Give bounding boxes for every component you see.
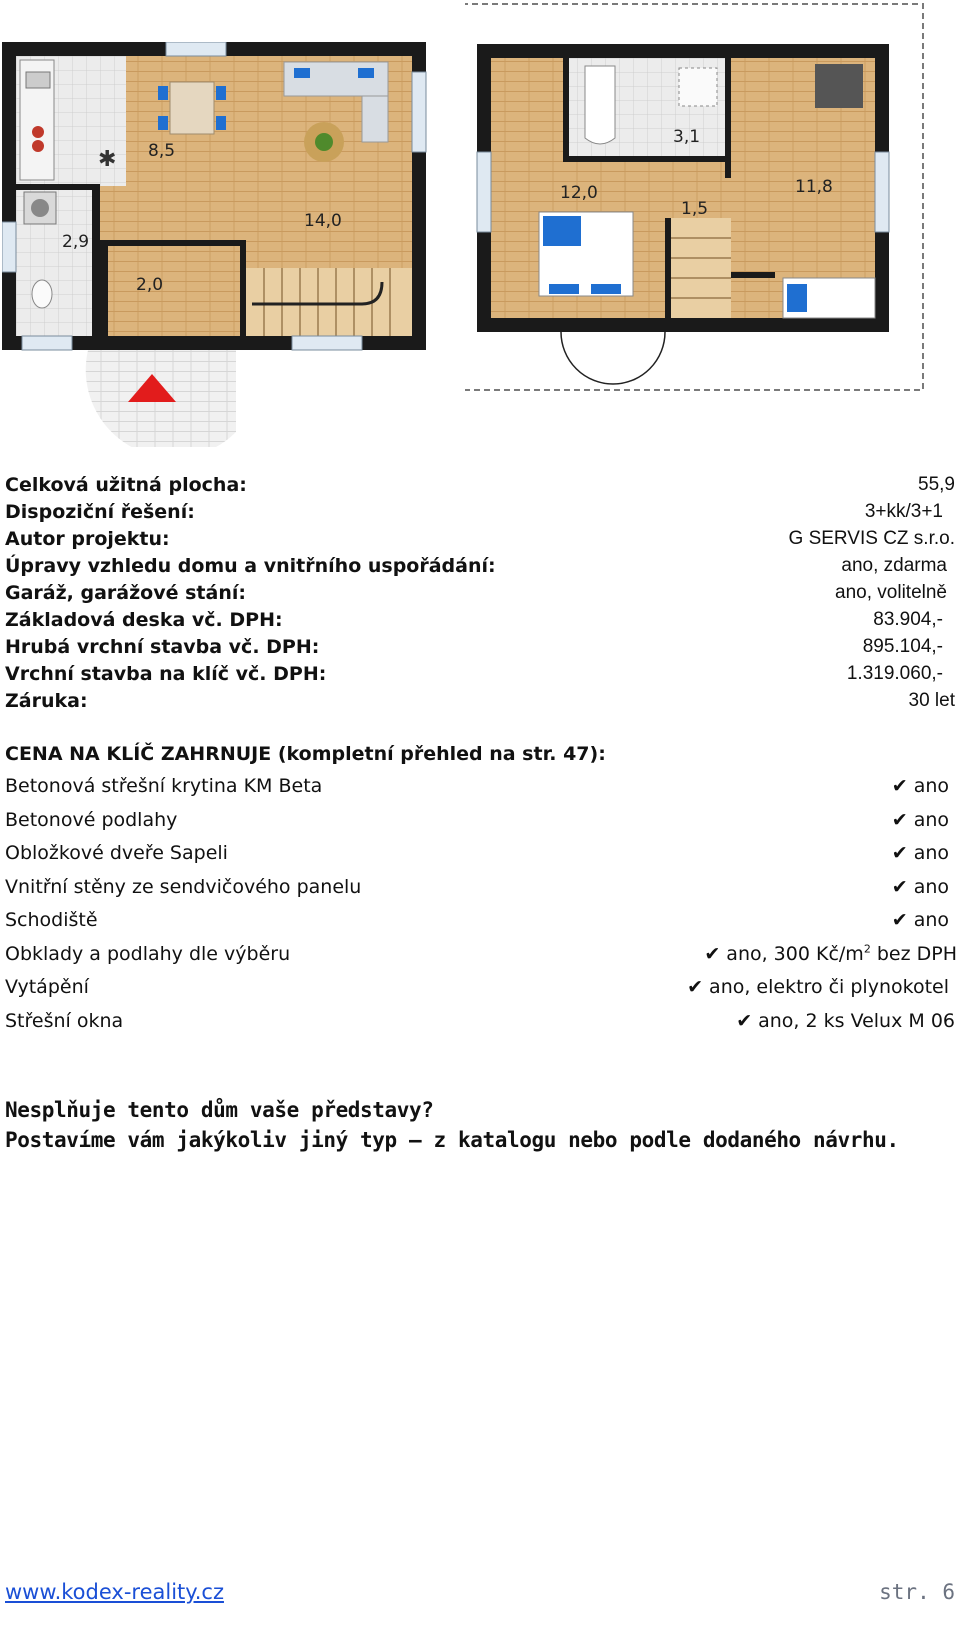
spec-row bbox=[5, 528, 955, 555]
included-value: ✔ ano bbox=[891, 875, 949, 898]
room-area-label: 2,0 bbox=[136, 275, 164, 295]
included-title: CENA NA KLÍČ ZAHRNUJE (kompletní přehled na str. 47): bbox=[5, 743, 606, 765]
spec-row bbox=[5, 501, 955, 528]
room-area-label: 1,5 bbox=[681, 199, 709, 219]
spec-value: 83.904,- bbox=[873, 609, 943, 630]
spec-label: Dispoziční řešení: bbox=[5, 501, 195, 523]
spec-label: Úpravy vzhledu domu a vnitřního uspořádání: bbox=[5, 555, 496, 577]
upper-floor-plan bbox=[465, 2, 960, 412]
room-area-label: 12,0 bbox=[560, 183, 598, 203]
check-icon: ✔ bbox=[736, 1009, 753, 1032]
included-row bbox=[5, 1010, 957, 1044]
spec-label: Celková užitná plocha: bbox=[5, 474, 247, 496]
included-value: ✔ ano bbox=[891, 808, 949, 831]
included-label: Vytápění bbox=[5, 976, 89, 998]
spec-row bbox=[5, 474, 955, 501]
included-label: Schodiště bbox=[5, 909, 98, 931]
included-row bbox=[5, 976, 957, 1010]
included-value: ✔ ano bbox=[891, 775, 949, 797]
room-area-label: 3,1 bbox=[673, 127, 701, 147]
spec-value: ano, volitelně bbox=[835, 582, 947, 603]
check-icon: ✔ bbox=[891, 909, 908, 931]
spec-label: Záruka: bbox=[5, 690, 88, 712]
call-to-action bbox=[5, 1095, 899, 1155]
spec-label: Základová deska vč. DPH: bbox=[5, 609, 283, 631]
included-row bbox=[5, 809, 957, 843]
spec-row bbox=[5, 609, 955, 636]
spec-label: Garáž, garážové stání: bbox=[5, 582, 246, 604]
page-number: str. 6 bbox=[879, 1580, 955, 1604]
included-value: ✔ ano, 300 $Kč/m^2$ bez DPH bbox=[704, 942, 957, 965]
included-row bbox=[5, 775, 957, 809]
staircase bbox=[246, 268, 412, 336]
included-label: Betonové podlahy bbox=[5, 808, 178, 831]
spec-value: 1.319.060,- bbox=[846, 663, 943, 684]
spec-label: Hrubá vrchní stavba vč. DPH: bbox=[5, 636, 320, 658]
room-area-label: 14,0 bbox=[304, 211, 342, 231]
room-area-label: 2,9 bbox=[62, 232, 90, 252]
included-row bbox=[5, 909, 957, 943]
included-label: Betonová střešní krytina KM Beta bbox=[5, 775, 323, 797]
included-row bbox=[5, 876, 957, 910]
check-icon: ✔ bbox=[891, 775, 908, 797]
check-icon: ✔ bbox=[891, 808, 908, 831]
included-label: Střešní okna bbox=[5, 1009, 124, 1032]
ground-floor-plan bbox=[2, 42, 442, 447]
spec-row bbox=[5, 663, 955, 690]
website-link[interactable]: www.kodex-reality.cz bbox=[5, 1580, 224, 1604]
spec-value: 55,9 bbox=[918, 474, 955, 495]
room-area-label: 11,8 bbox=[795, 177, 833, 197]
check-icon: ✔ bbox=[891, 842, 908, 864]
included-list bbox=[5, 775, 957, 1043]
included-value: ✔ ano bbox=[891, 909, 949, 931]
included-row bbox=[5, 842, 957, 876]
spec-label: Autor projektu: bbox=[5, 528, 170, 550]
included-row bbox=[5, 943, 957, 977]
included-value: ✔ ano, elektro či plynokotel bbox=[687, 976, 949, 998]
spec-value: ano, zdarma bbox=[841, 555, 947, 576]
spec-row bbox=[5, 690, 955, 717]
spec-row bbox=[5, 636, 955, 663]
check-icon: ✔ bbox=[704, 942, 721, 965]
spec-row bbox=[5, 555, 955, 582]
cta-line-2: Postavíme vám jakýkoliv jiný typ – z katalogu nebo podle dodaného návrhu. bbox=[5, 1128, 899, 1152]
check-icon: ✔ bbox=[687, 976, 704, 998]
included-label: Vnitřní stěny ze sendvičového panelu bbox=[5, 875, 362, 898]
included-value: ✔ ano, 2 ks Velux M 06 bbox=[736, 1009, 955, 1032]
spec-row bbox=[5, 582, 955, 609]
room-area-label: 8,5 bbox=[148, 141, 176, 161]
spec-value: 30 let bbox=[908, 690, 955, 711]
spec-value: 3+kk/3+1 bbox=[864, 501, 943, 522]
spec-value: G SERVIS CZ s.r.o. bbox=[788, 528, 955, 549]
included-label: Obklady a podlahy dle výběru bbox=[5, 942, 291, 965]
spec-value: 895.104,- bbox=[862, 636, 943, 657]
svg-text:✱: ✱ bbox=[98, 147, 117, 172]
spec-label: Vrchní stavba na klíč vč. DPH: bbox=[5, 663, 327, 685]
included-value: ✔ ano bbox=[891, 842, 949, 864]
included-label: Obložkové dveře Sapeli bbox=[5, 842, 228, 864]
cta-line-1: Nesplňuje tento dům vaše představy? bbox=[5, 1098, 434, 1122]
check-icon: ✔ bbox=[891, 875, 908, 898]
spec-list bbox=[5, 474, 955, 717]
